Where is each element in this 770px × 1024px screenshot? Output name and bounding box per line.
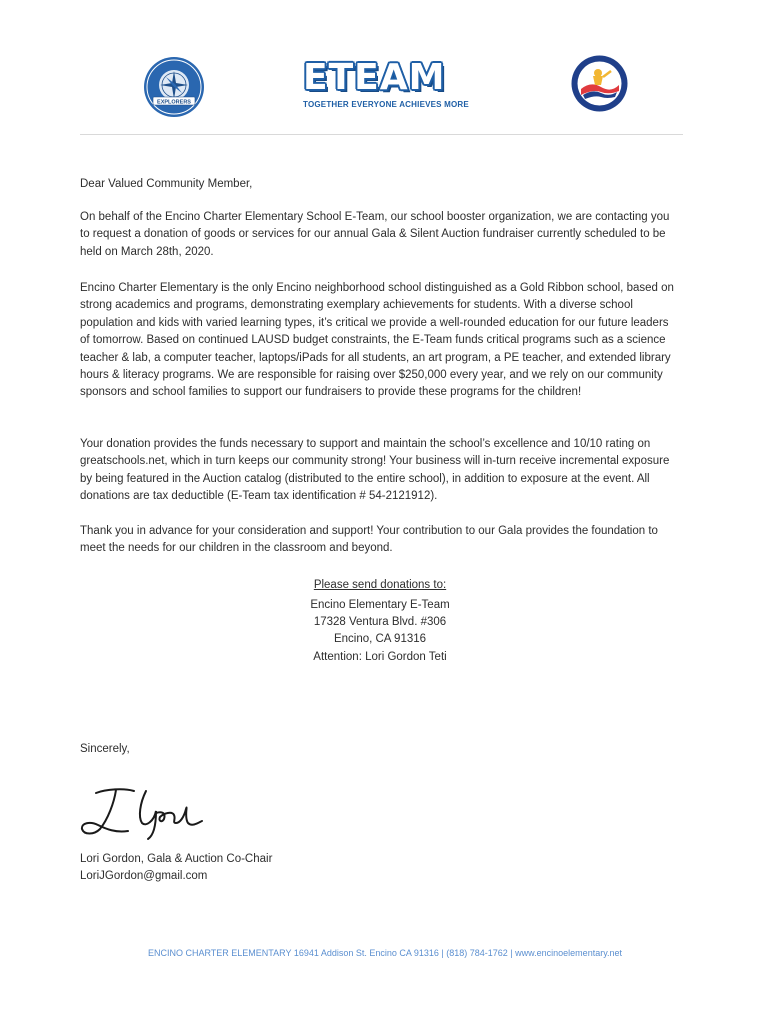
letter-paragraph: On behalf of the Encino Charter Elementary School E-Team, our school booster organization, we are contacting you to request a donation of goods or services for our annual Gala & Silent Auction fundraiser currently scheduled to be held on March 28th, 2020. [80,211,670,258]
letter-paragraph: Your donation provides the funds necessary to support and maintain the school’s excellence and 10/10 rating on greatschools.net, which in turn keeps our community strong! Your business will in-turn receive incremental exposure by being featured in the Auction catalog (distributed to the entire school), in addition to exposure at the event. All donations are tax deductible (E-Team tax identification # 54-2121912). [80,438,670,503]
letter-paragraph: Thank you in advance for your consideration and support! Your contribution to our Gala provides the foundation to meet the needs for our children in the classroom and beyond. [80,525,658,555]
address-name: Encino Elementary E-Team [310,599,450,611]
address-street: 17328 Ventura Blvd. #306 [313,616,447,628]
eteam-tagline: TOGETHER EVERYONE ACHIEVES MORE [303,100,469,109]
footer-contact: ENCINO CHARTER ELEMENTARY 16941 Addison St. Encino CA 91316 | (818) 784-1762 | www.encinoelementary.net [147,948,623,958]
eteam-wordmark: ETEAM [303,57,446,98]
address-attention: Attention: Lori Gordon Teti [313,651,447,663]
donation-instructions-label: Please send donations to: [313,579,447,591]
salutation: Dear Valued Community Member, [80,178,253,190]
address-city: Encino, CA 91316 [333,633,427,645]
header-divider [80,134,683,135]
gold-ribbon-badge-logo [571,55,628,112]
letter-paragraph: Encino Charter Elementary is the only Encino neighborhood school distinguished as a Gold Ribbon school, based on strong academics and programs, demonstrating exemplary achievements for students. With a diverse school population and kids with varied learning types, it’s critical we provide a well-rounded education for our future leaders of tomorrow. Based on continued LAUSD budget constraints, the E-Team funds critical programs such as a science teacher & lab, a computer teacher, laptops/iPads for all students, an art program, a PE teacher, and extended library hours & literacy programs. We are responsible for raising over $250,000 every year, and we rely on our community sponsors and school families to support our fundraisers to provide these programs for the children! [80,282,674,399]
closing: Sincerely, [80,743,130,755]
handwritten-signature [76,783,206,841]
seal-banner-text: EXPLORERS [157,99,191,106]
signer-name: Lori Gordon, Gala & Auction Co-Chair [80,853,273,865]
eteam-logo [303,57,475,113]
signer-email: LoriJGordon@gmail.com [80,870,208,882]
school-seal-logo [143,56,205,118]
